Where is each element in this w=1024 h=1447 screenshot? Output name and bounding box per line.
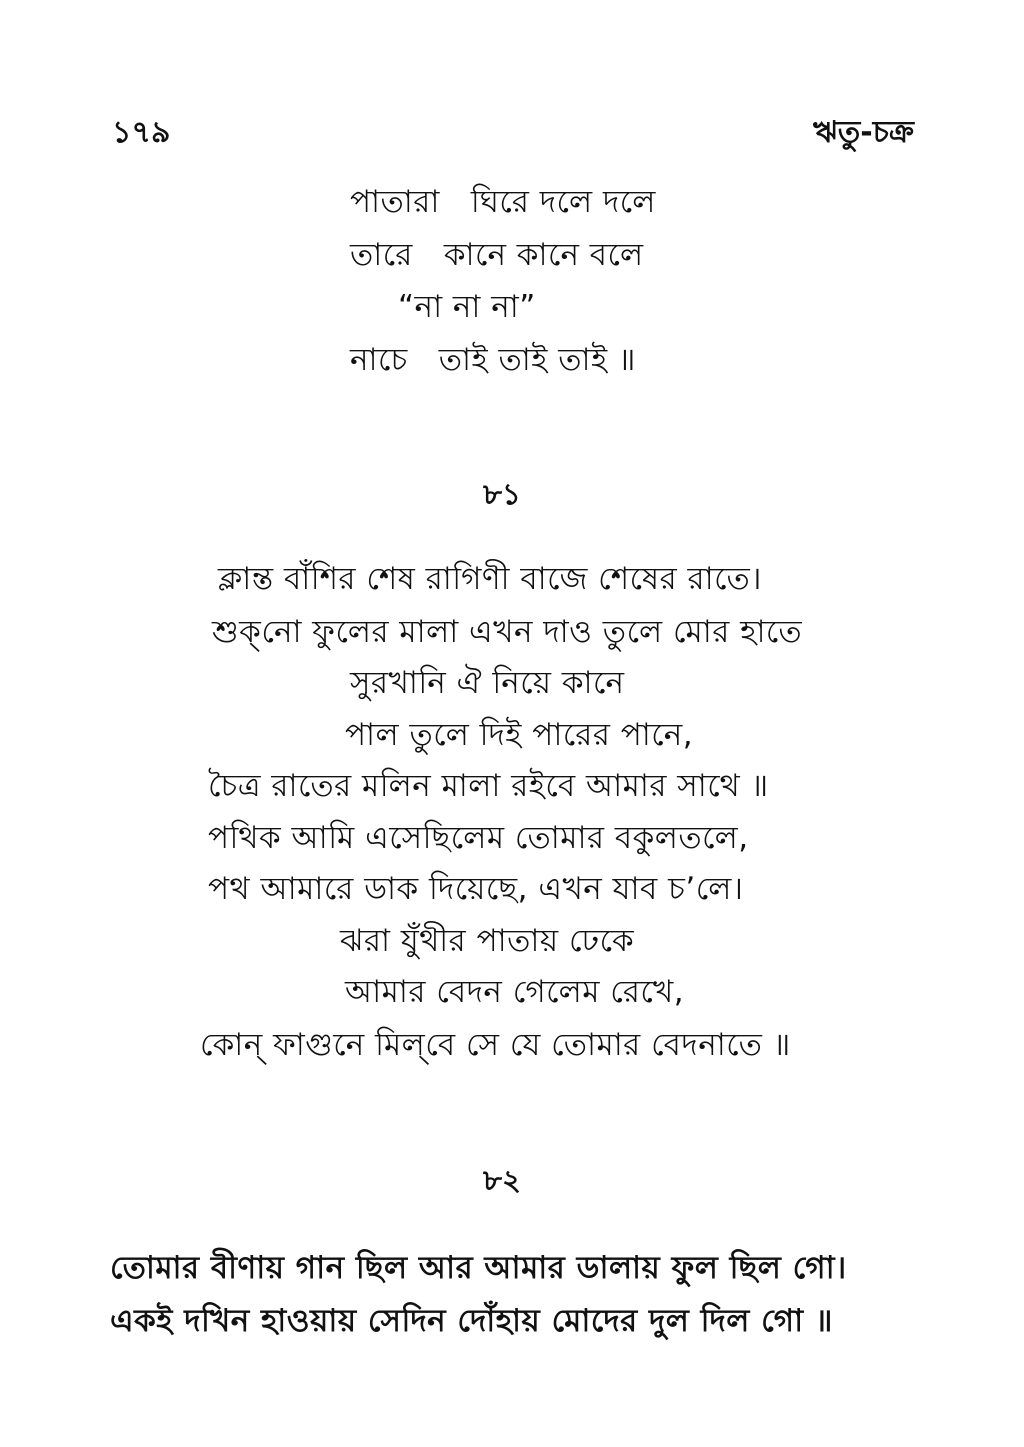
page-number: ১৭৯ xyxy=(112,115,171,150)
running-title: ঋতু-চক্র xyxy=(812,115,914,150)
verse-line: আমার বেদন গেলেম রেখে, xyxy=(345,974,685,1010)
verse-line: কোন্‌ ফাগুনে মিল্‌বে সে যে তোমার বেদনাতে ॥ xyxy=(200,1027,791,1063)
verse-line: তোমার বীণায় গান ছিল আর আমার ডালায় ফুল ছিল গো। xyxy=(110,1250,847,1286)
song-number: ৮১ xyxy=(483,477,521,511)
verse-line: তারে কানে কানে বলে xyxy=(350,237,644,273)
verse-line: পাল তুলে দিই পারের পানে, xyxy=(345,717,694,753)
song-number: ৮২ xyxy=(483,1163,521,1197)
verse-line: ঝরা যুঁথীর পাতায় ঢেকে xyxy=(340,923,635,959)
verse-line: শুক্‌নো ফুলের মালা এখন দাও তুলে মোর হাতে xyxy=(212,614,803,650)
verse-line: “না না না” xyxy=(398,289,536,325)
verse-line: একই দখিন হাওয়ায় সেদিন দোঁহায় মোদের দুল দিল গো ॥ xyxy=(110,1303,833,1339)
verse-line: পথ আমারে ডাক দিয়েছে, এখন যাব চ’লে। xyxy=(208,871,744,907)
verse-line: ক্লান্ত বাঁশির শেষ রাগিণী বাজে শেষের রাতে। xyxy=(218,561,762,597)
verse-line: পথিক আমি এসেছিলেম তোমার বকুলতলে, xyxy=(208,820,749,856)
verse-line: চৈত্র রাতের মলিন মালা রইবে আমার সাথে ॥ xyxy=(208,768,769,804)
verse-line: নাচে তাই তাই তাই ॥ xyxy=(350,342,636,378)
verse-line: সুরখানি ঐ নিয়ে কানে xyxy=(350,665,625,701)
verse-line: পাতারা ঘিরে দলে দলে xyxy=(350,184,656,220)
